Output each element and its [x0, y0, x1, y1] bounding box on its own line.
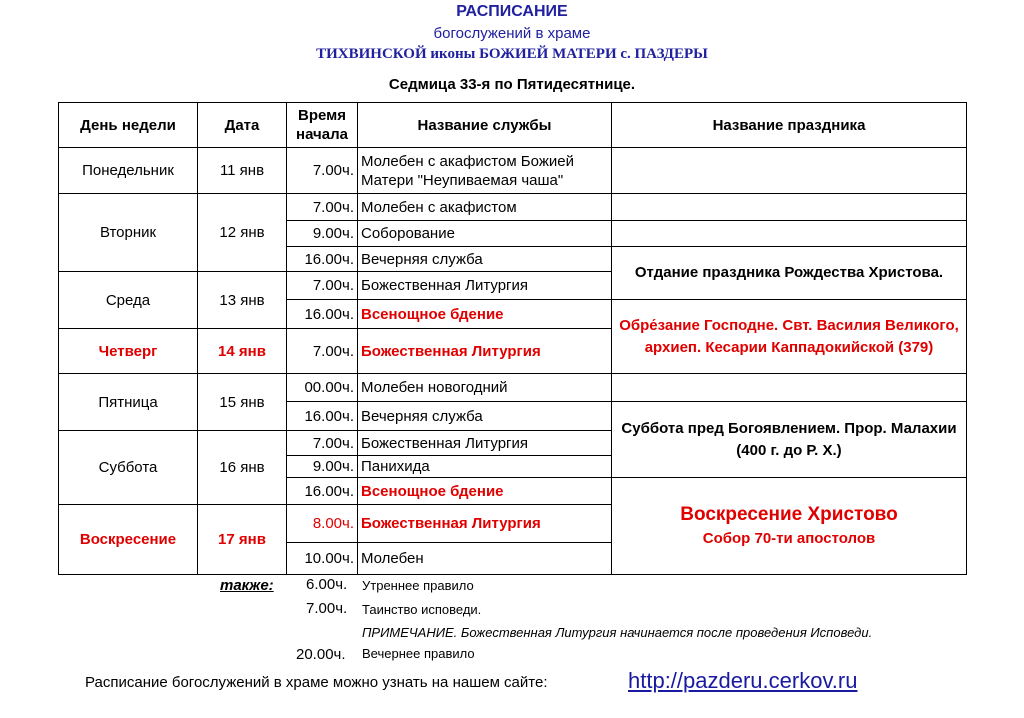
time-cell: 00.00ч. — [287, 374, 358, 402]
time-cell: 8.00ч. — [287, 505, 358, 543]
website-link[interactable]: http://pazderu.cerkov.ru — [628, 668, 858, 693]
footer-text: Расписание богослужений в храме можно узнать на нашем сайте: — [85, 674, 548, 691]
title: РАСПИСАНИЕ — [456, 3, 568, 20]
feast-cell — [612, 148, 967, 194]
day-cell: Суббота — [59, 431, 198, 505]
time-cell: 9.00ч. — [287, 456, 358, 478]
feast-cell — [612, 221, 967, 247]
service-cell: Божественная Литургия — [358, 272, 612, 300]
service-cell: Божественная Литургия — [358, 505, 612, 543]
service-cell: Молебен — [358, 543, 612, 575]
header-service: Название службы — [358, 103, 612, 148]
note-text-3: Вечернее правило — [362, 646, 475, 661]
time-cell: 16.00ч. — [287, 300, 358, 329]
feast-cell: Обре́зание Господне. Свт. Василия Великого, архиеп. Кесарии Каппадокийской (379) — [612, 300, 967, 374]
subtitle: богослужений в храме — [433, 25, 591, 42]
header-date: Дата — [198, 103, 287, 148]
time-cell: 16.00ч. — [287, 402, 358, 431]
note-time-2: 7.00ч. — [306, 600, 348, 617]
date-cell: 15 янв — [198, 374, 287, 431]
service-cell: Панихида — [358, 456, 612, 478]
church-name: ТИХВИНСКОЙ иконы БОЖИЕЙ МАТЕРИ с. ПАЗДЕРЫ — [316, 46, 708, 62]
table-row — [59, 148, 967, 194]
service-cell: Всенощное бдение — [358, 478, 612, 505]
service-cell: Божественная Литургия — [358, 431, 612, 456]
table-row — [59, 374, 967, 402]
note-time-3: 20.00ч. — [296, 646, 346, 663]
feast-cell — [612, 478, 967, 575]
header-time: Время начала — [287, 103, 358, 148]
header-feast: Название праздника — [612, 103, 967, 148]
feast-cell — [612, 374, 967, 402]
time-cell: 10.00ч. — [287, 543, 358, 575]
time-cell: 16.00ч. — [287, 247, 358, 272]
service-cell: Божественная Литургия — [358, 329, 612, 374]
time-cell: 7.00ч. — [287, 272, 358, 300]
week-title: Седмица 33-я по Пятидесятнице. — [388, 76, 636, 93]
date-cell: 17 янв — [198, 505, 287, 575]
feast-title: Воскресение Христово — [680, 504, 898, 525]
time-cell: 7.00ч. — [287, 148, 358, 194]
date-cell: 13 янв — [198, 272, 287, 329]
service-cell: Молебен с акафистом Божией Матери "Неупиваемая чаша" — [358, 148, 612, 194]
date-cell: 11 янв — [198, 148, 287, 194]
day-cell: Воскресение — [59, 505, 198, 575]
date-cell: 16 янв — [198, 431, 287, 505]
service-cell: Молебен с акафистом — [358, 194, 612, 221]
service-cell: Вечерняя служба — [358, 402, 612, 431]
feast-cell — [612, 194, 967, 221]
note-text-2: Таинство исповеди. — [362, 602, 482, 617]
table-row — [59, 194, 967, 221]
day-cell: Вторник — [59, 194, 198, 272]
note-text-1: Утреннее правило — [362, 578, 474, 593]
time-cell: 7.00ч. — [287, 329, 358, 374]
date-cell: 12 янв — [198, 194, 287, 272]
remark: ПРИМЕЧАНИЕ. Божественная Литургия начинается после проведения Исповеди. — [362, 625, 873, 640]
header-day: День недели — [59, 103, 198, 148]
table-header-row — [59, 103, 967, 148]
day-cell: Понедельник — [59, 148, 198, 194]
schedule-table — [58, 102, 967, 575]
day-cell: Пятница — [59, 374, 198, 431]
day-cell: Четверг — [59, 329, 198, 374]
service-cell: Соборование — [358, 221, 612, 247]
time-cell: 16.00ч. — [287, 478, 358, 505]
service-cell: Молебен новогодний — [358, 374, 612, 402]
time-cell: 7.00ч. — [287, 431, 358, 456]
time-cell: 7.00ч. — [287, 194, 358, 221]
feast-subtitle: Собор 70-ти апостолов — [702, 530, 876, 547]
date-cell: 14 янв — [198, 329, 287, 374]
feast-cell: Суббота пред Богоявлением. Прор. Малахии (400 г. до Р. Х.) — [612, 402, 967, 478]
note-time-1: 6.00ч. — [306, 576, 348, 593]
time-cell: 9.00ч. — [287, 221, 358, 247]
day-cell: Среда — [59, 272, 198, 329]
service-cell: Всенощное бдение — [358, 300, 612, 329]
also-label: также: — [220, 577, 274, 594]
feast-cell: Отдание праздника Рождества Христова. — [612, 247, 967, 300]
service-cell: Вечерняя служба — [358, 247, 612, 272]
